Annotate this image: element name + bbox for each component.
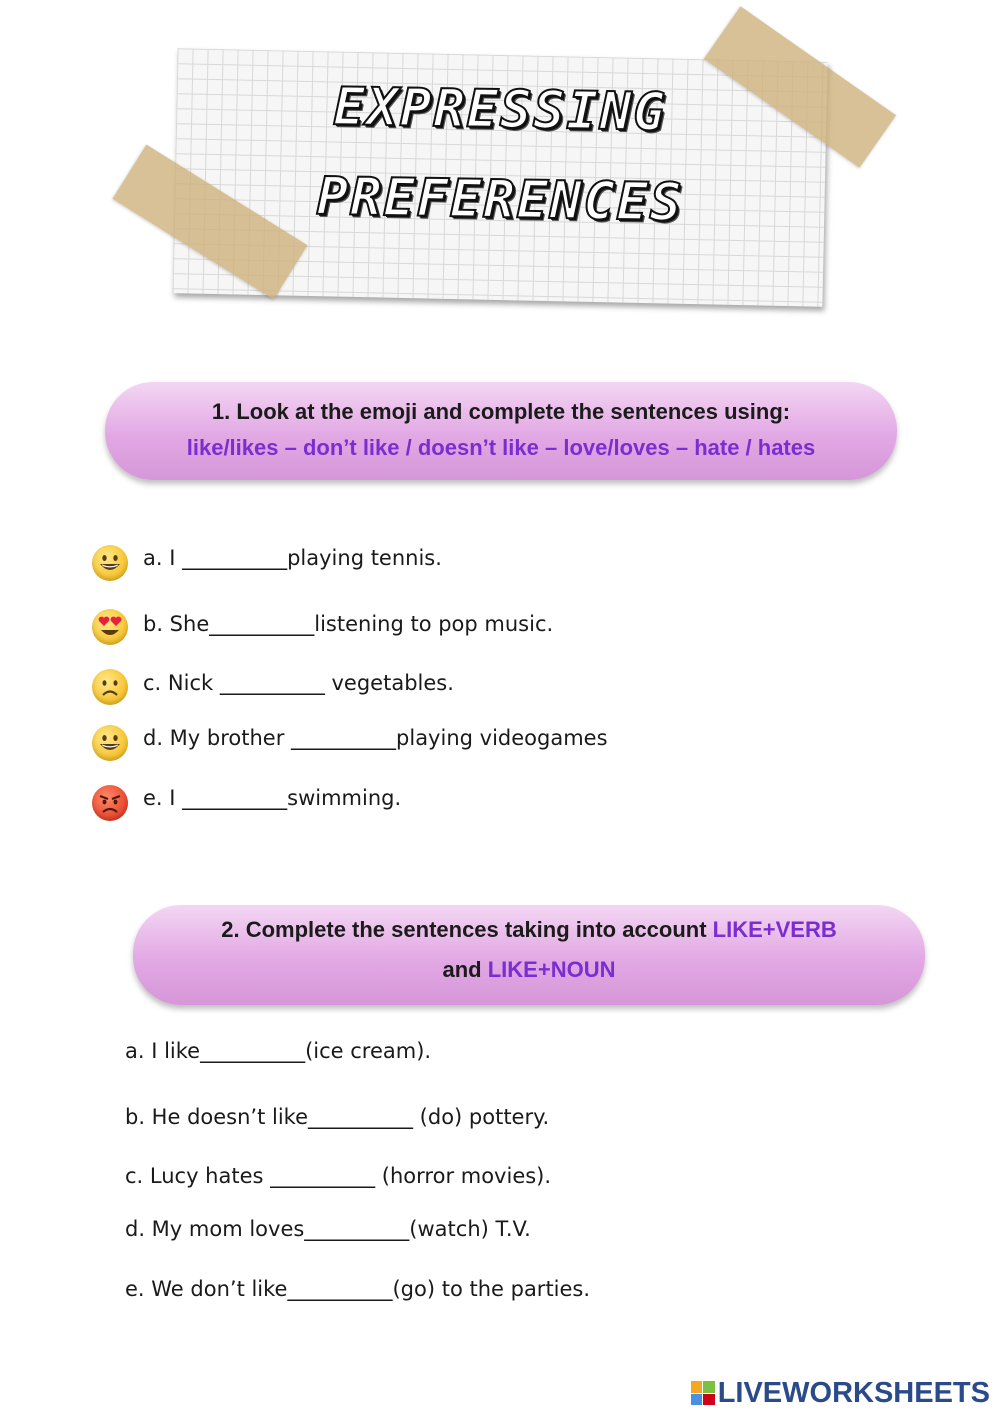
heart-eyes-face-icon [92, 609, 128, 645]
instruction-1-text: 1. Look at the emoji and complete the sentences using: [211, 399, 791, 424]
instruction-2-text-2: and [442, 957, 488, 982]
logo-badge-icon [691, 1381, 715, 1405]
exercise-2-item-d: d. My mom loves__________(watch) T.V. [125, 1217, 531, 1241]
exercise-2-item-c: c. Lucy hates __________ (horror movies). [125, 1164, 552, 1188]
logo-text: LIVEWORKSHEETS [717, 1376, 990, 1409]
exercise-2-item-b: b. He doesn’t like__________ (do) pottery. [125, 1105, 550, 1129]
instruction-2-highlight-1: LIKE+VERB [712, 917, 837, 942]
exercise-1-item-e: e. I __________swimming. [143, 786, 402, 810]
exercise-2-item-e: e. We don’t like__________(go) to the parties. [125, 1277, 591, 1301]
instruction-box-1 [105, 382, 897, 480]
instruction-2-line-1 [133, 917, 925, 943]
exercise-1-item-a: a. I __________playing tennis. [143, 546, 442, 570]
exercise-1-item-b: b. She__________listening to pop music. [143, 612, 554, 636]
frowning-face-icon [92, 669, 128, 705]
title-line-1: EXPRESSING [332, 77, 668, 143]
instruction-2-highlight-2: LIKE+NOUN [487, 957, 616, 982]
liveworksheets-logo[interactable] [691, 1376, 990, 1410]
exercise-2-item-a: a. I like__________(ice cream). [125, 1039, 432, 1063]
title-line-2: PREFERENCES [316, 166, 684, 234]
angry-face-icon [92, 785, 128, 821]
instruction-box-2 [133, 905, 925, 1005]
exercise-1-item-d: d. My brother __________playing videogames [143, 726, 608, 750]
instruction-2-line-2 [133, 957, 925, 983]
exercise-1-item-c: c. Nick __________ vegetables. [143, 671, 454, 695]
instruction-2-text-1: 2. Complete the sentences taking into account [221, 917, 713, 942]
grinning-face-icon [92, 545, 128, 581]
grinning-face-icon [92, 725, 128, 761]
instruction-1-options: like/likes – don’t like / doesn’t like – love/loves – hate / hates [186, 435, 816, 460]
